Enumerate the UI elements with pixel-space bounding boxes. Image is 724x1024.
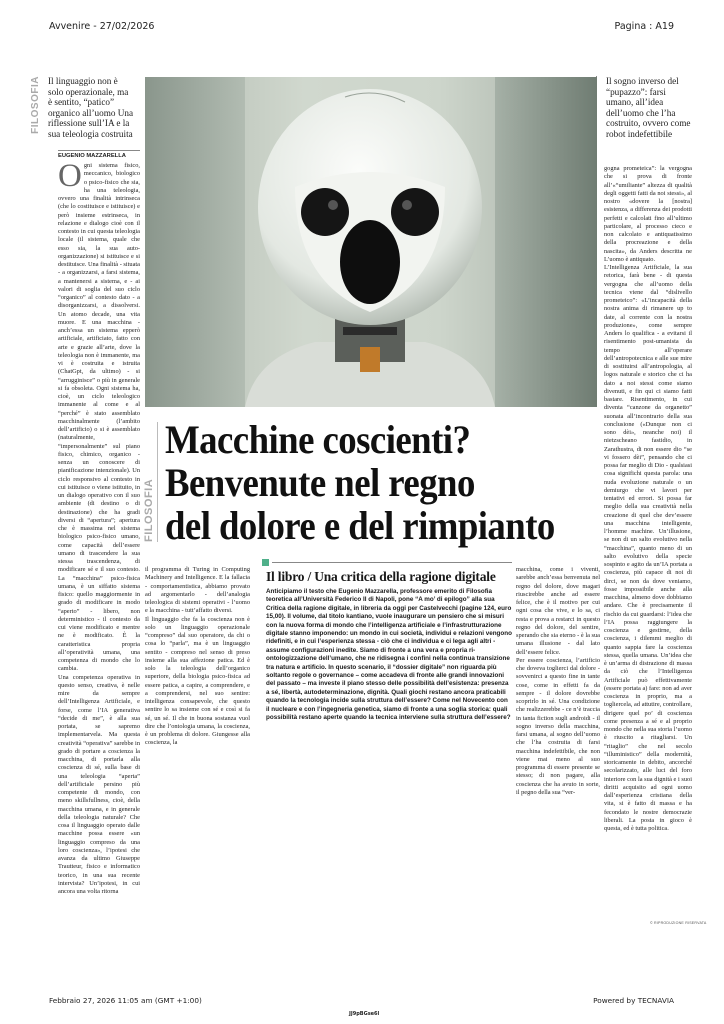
paragraph: L’Intelligenza Artificiale, la sua retorica, farà bene - di questa vergogna che all’uomo della tecnica viene dal “dislivello prometeico”: «L’incapacità della nostra anima di rimanere up to date, al corrente con la nostra produzione», come sempre Anders lo qualifica - a evitarsi il risentimento post-umanista da tempo all’operare dell’antropotecnica e alle sue mire di sostituirsi all’antropologia, al logos naturale e storico che ci ha dato a noi stessi come siamo divenuti, e fin qui ci siamo fatti bastare. Risentimento, in cui diventa “canzone da organetto” suonata all’incontrario della sua conclusione («Dunque non ci sono dèi», neanche noi) il nietzscheano fastidio, in Zarathustra, di non essere dio “se vi fossero dèi”, pensando che ci possa far meglio di Dio - qualsiasi cosa significhi questa parola: una nuda evoluzione naturale o un demiurgo che vi lavori per tentativi ed errori. Si possa far meglio della sua creatività nella creazione di quel che dev’essere una macchina intelligente, l’homme machine. Un’illusione, se non di un salto evolutivo nella “macchina”, quanto meno di un salto evolutivo della specie sospinto e agito da un’IA portata a coscienza, più capace di noi di dirci, se non da dove veniamo, fosse impossibile anche alla macchina, almeno dove dobbiamo andare. Che è precisamente il rischio da cui guardarsi: l’idea che l’IA possa raggiungere la coscienza e gestirne, della coscienza, i dilemmi meglio di quanto sappia fare la coscienza stessa, quella umana. Un’idea che è un’arma di distrazione di massa da ciò che l’Intelligenza Artificiale può effettivamente (essere portata a) fare: non ad aver coscienza in proprio, ma a togliercela, ad attutire, controllare, dirigere quel po’ di coscienza come presenza a sé e al proprio mondo che nella sua storia l’uomo è riuscito a ritagliarsi. Un “ritaglio” che nel secolo “illuministico” della modernità, storicamente in debito, ancorché secolarizzato, alle luci del foro interiore con la sua dignità e i suoi diritti acquisito ad ogni uomo dall’esperienza cristiana della vita, si è fatto di massa e ha fecondato le nostre democrazie liberali. La posta in gioco è questa, ed è tutta politica. <box>604 264 692 832</box>
paragraph: Il linguaggio che fa la coscienza non è solo un linguaggio operazionale “compreso” dal suo operatore, da chi o cosa lo “parla”, ma è un linguaggio sentito - compreso nel senso di preso insieme alla sua affezione patica. Ed è solo la teleologia dell’organico superiore, della biologia psico-fisica ad essere patica, a capire, a comprendere, e a comprendersi, nel suo sentire: intelligenza consapevole, che questo sentire lo sa insieme con sé e così si fa sé, un sé. Il che in buona sostanza vuol dire che l’ontologia umana, la coscienza, è un problema di dolore. Giungesse alla coscienza, la <box>145 615 250 747</box>
copyright: © RIPRODUZIONE RISERVATA <box>650 921 707 925</box>
article-column-5 <box>604 165 692 833</box>
article-column-2 <box>145 566 250 748</box>
paragraph: gni sistema fisico, meccanico, biologico o psico-fisico che sia, ha una teleologia, ovvero una finalità intrinseca (che lo costituisce e istituisce) e però insieme estrinseca, in relazione e dialogo cioè con il contesto in cui questa teleologia locale (il sistema, quale che esso sia, la sua auto-organizzazione) si istituisce e si destituisce. Una finalità - situata - a organizzarsi, a farsi sistema, a mantenersi a sistema, e - ai valori di soglia del suo ciclo “organico” al contesto dato - a disorganizzarsi, a dissolversi. Un atomo decade, una vita muore. E una macchina - anch’essa un sistema epperò artificiale, artificiato, fatto con arte e grazie all’arte, dove la teleologia non è immanente, ma vi è costruita e istruita (ChatGpt, da ultimo) - si “arrugginisce” o più in generale si fa obsoleta. Ogni sistema ha, cioè, un ciclo teleologico immanente al come e al “perché” è stato assemblato macchinalmente (l’ambito dell’artificio) o si è assemblato (naturalmente, “impersonalmente” sul piano fisico, chimico, organico - senza un conoscere di pianificazione intenzionale). Un ciclo responsivo al contesto in cui istituisce o viene istituito, in un dialogo operativo con il suo ambiente (di destino o di destinazione) che ha gradi diversi di “apertura”; apertura che è massima nel sistema biologico psico-fisico umano, come capacità dell’essere umano di trascendere la sua stessa trascendenza, di modificare sé e il suo contesto. La “macchina” psico-fisica umana, è un siffatto sistema fisico: quello maggiormente in grado di modificare in modo “aperto” - libero, non deterministico - il contesto da cui viene modificato e mentre ne è modificato. È la caratteristica propria all’operatività umana, una competenza di mondo che lo cambia. <box>58 162 140 673</box>
byline: EUGENIO MAZZARELLA <box>58 150 140 159</box>
source-date: Avvenire - 27/02/2026 <box>49 21 155 32</box>
headline-line: Macchine coscienti? <box>165 417 471 462</box>
section-label-headline: FILOSOFIA <box>143 422 158 542</box>
paragraph: Una competenza operativa in questo senso, creativa, è nelle mire da sempre dell’Intelligenza Artificiale, e forse, come l’IA generativa “decide di me”, è alla sua portata, se sapremo implementarvela. Ma questa creatività “operativa” sarebbe in grado di portare a coscienza la macchina, di portarla alla coscienza di sé, sulla base di una teleologia “aperta” dell’artificiale persino più competente di mondo, con meno skillsfullness, cioè, della macchina umana, e in generale della teleologia naturale? Che cosa il linguaggio operato dalle macchine possa essere «un linguaggio compreso da una loro coscienza», l’ipotesi che avanza da ultimo Giuseppe Trautteur, fisico e informatico teorico, in una sua recente intervista? Un’ipotesi, in cui ancora una volta ritorna <box>58 673 140 895</box>
headline-line: del dolore e del rimpianto <box>165 503 555 548</box>
document-code: JJ9pBGse6l <box>349 1011 380 1017</box>
book-sidebar <box>262 562 512 723</box>
sidebar-title: Il libro / Una critica della ragione digitale <box>266 569 496 584</box>
right-kicker: Il sogno inverso del “pupazzo”: farsi umano, all’idea dell’uomo che l’ha costruito, ovvero come robot indefettibile <box>606 76 691 139</box>
page-number: Pagina : A19 <box>614 21 674 32</box>
section-label: FILOSOFIA <box>30 76 41 134</box>
powered-by: Powered by TECNAVIA <box>593 996 674 1005</box>
paragraph: Per essere coscienza, l’artificio che doveva toglierci dal dolore - sovvenirci a questo fine in tante cose, come in effetti fa da sempre - il dolore dovrebbe scoprirlo in sé. Una condizione che realizzerebbe - ce n’è traccia in tanta fiction sugli androidi - il sogno inverso della macchina, farsi umana, al sogno dell’uomo che l’ha costruita di farsi macchina indefettibile, che non viene mai meno al suo programma di essere presente se stesso; di non pagare, alla coscienza che ha avuto in sorte, il pegno della sua “ver- <box>516 656 600 796</box>
article-column-1 <box>58 158 140 896</box>
paragraph: macchina, come i viventi, sarebbe anch’essa benvenuta nel regno del dolore, dove magari riuscirebbe anche ad essere felice, che è il motivo per cui ogni cosa che vive, e lo sa, ci resta e prova a restarci in questo regno del dolore, del sentire, sperando che sia eterno - è la sua umana illusione - dal lato dell’essere felice. <box>516 566 600 656</box>
accent-square <box>262 559 269 566</box>
drop-cap: O <box>58 158 82 194</box>
sidebar-text: Anticipiamo il testo che Eugenio Mazzarella, professore emerito di Filosofia teoretica all’Università Federico II di Napoli, pone “A mo’ di epilogo” alla sua Critica della ragione digitale, in libreria da oggi per Castelvecchi (pagine 124, euro 15,00). Il volume, dal titolo kantiano, vuole inaugurare un pensiero che si misuri con la nuova forma di mondo che l’intelligenza artificiale e l’infrastrutturazione digitale stanno imponendo: un mondo in cui società, individui e relazioni vengono ridefiniti, e in cui l’esperienza stessa - ciò che ci individua e ci lega agli altri - assume configurazioni inedite. Siamo di fronte a una vera e propria ri-ontologizzazione dell’umano, che ne ridisegna i confini nella continua transizione tra natura e artificio. In questo scenario, il “dossier digitale” non riguarda più soltanto regole o governance – come accadeva di fronte alle grandi innovazioni del passato – ma investe il piano stesso delle possibilità dell’esistenza: presenza a sé, libertà, autodeterminazione, dignità. Quali giochi restano ancora praticabili quando la tecnologia incide sulla struttura dell’essere? Come nel Novecento con il nucleare e con l’ingegneria genetica, siamo di fronte a una soglia storica: quali possibilità restano aperte quando la tecnica interviene sulla struttura dell’essere? <box>266 588 512 722</box>
left-kicker: Il linguaggio non è solo operazionale, ma è sentito, “patico” organico all’uomo Una riflessione sull’IA e la sua teleologia costruita <box>48 76 134 139</box>
headline <box>165 418 555 547</box>
paragraph: gogna prometeica”: la vergogna che si prova di fronte all’«“umiliante” altezza di qualità degli oggetti fatti da noi stessi», al nostro «dovere la [nostra] esistenza, a differenza dei prodotti perfetti e calcolati fino all’ultimo particolare, al processo cieco e non calcolato e antiquatissimo della procreazione e della nascita», da Anders descritta ne L’uomo è antiquato. <box>604 165 692 263</box>
timestamp: Febbraio 27, 2026 11:05 am (GMT +1:00) <box>49 996 202 1005</box>
article-column-4 <box>516 566 600 797</box>
headline-line: Benvenute nel regno <box>165 460 475 505</box>
paragraph: il programma di Turing in Computing Machinery and Intelligence. E la fallacia - comportamentistica, abbiamo provato ad argomentarlo - dell’analogia teleologica di sistemi operativi - l’uomo e la macchina - tutt’affatto diversi. <box>145 566 250 615</box>
robot-photo <box>145 77 597 407</box>
